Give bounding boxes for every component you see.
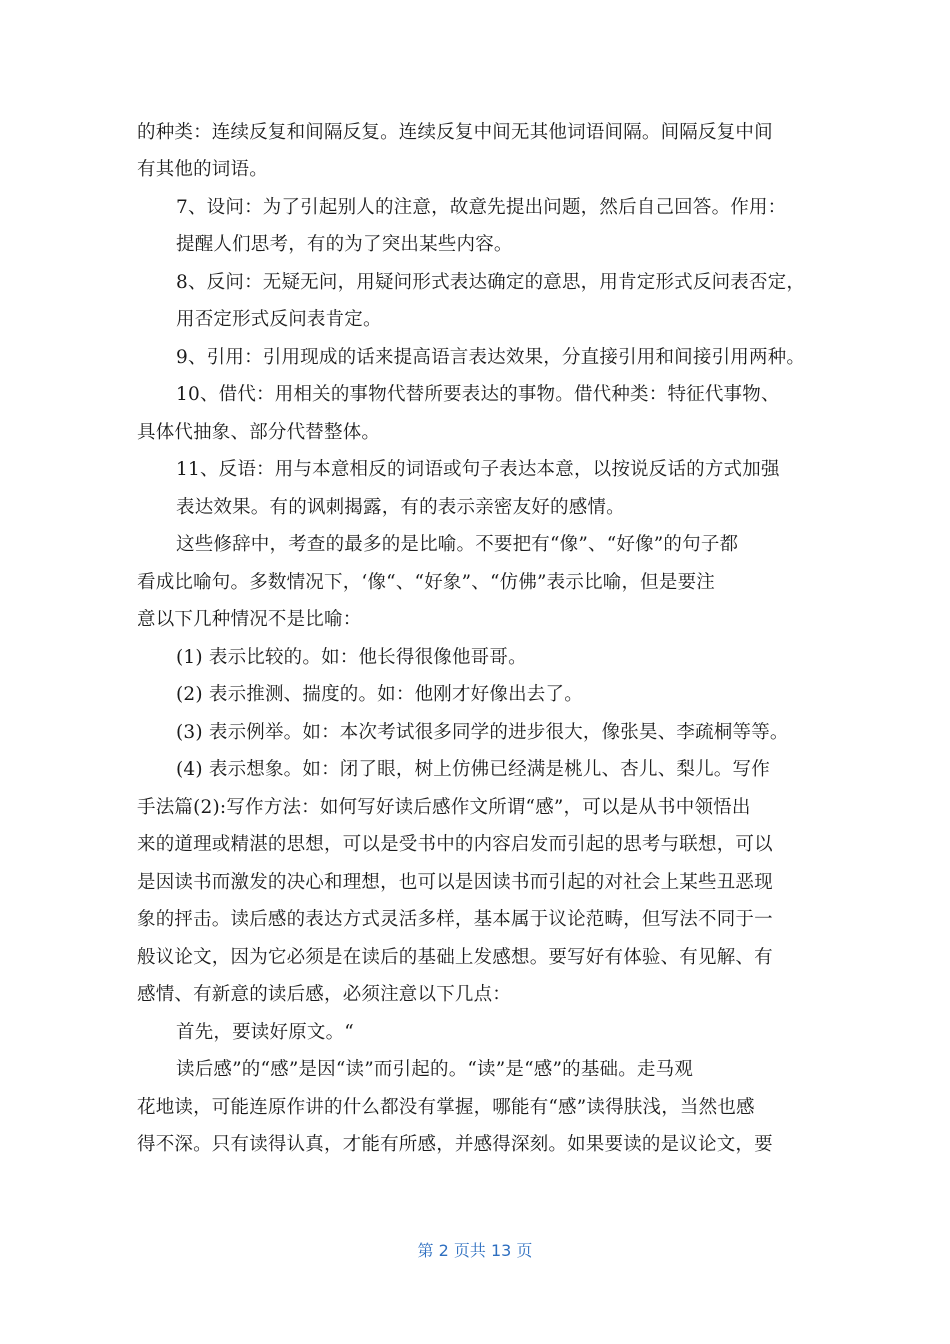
text-line: 手法篇(2):写作方法：如何写好读后感作文所谓“感”，可以是从书中领悟出 [137, 797, 751, 818]
text-line: (2) 表示推测、揣度的。如：他刚才好像出去了。 [176, 684, 583, 705]
text-line: 是因读书而激发的决心和理想，也可以是因读书而引起的对社会上某些丑恶现 [137, 872, 773, 893]
text-line: 8、反问：无疑无问，用疑问形式表达确定的意思，用肯定形式反问表否定， [176, 272, 806, 293]
page-number: 第 2 页共 13 页 [417, 1241, 533, 1260]
text-line: 读后感”的“感”是因“读”而引起的。“读”是“感”的基础。走马观 [176, 1059, 694, 1080]
text-line: 9、引用：引用现成的话来提高语言表达效果，分直接引用和间接引用两种。 [176, 347, 806, 368]
text-line: 意以下几种情况不是比喻： [137, 609, 362, 630]
text-line: 用否定形式反问表肯定。 [176, 309, 382, 330]
text-line: 具体代抽象、部分代替整体。 [137, 422, 381, 443]
text-line: 11、反语：用与本意相反的词语或句子表达本意，以按说反话的方式加强 [176, 459, 780, 480]
text-line: 花地读，可能连原作讲的什么都没有掌握，哪能有“感”读得肤浅，当然也感 [137, 1097, 755, 1118]
text-line: 感情、有新意的读后感，必须注意以下几点： [137, 984, 512, 1005]
text-line: 首先，要读好原文。“ [176, 1022, 354, 1043]
text-line: 有其他的词语。 [137, 159, 268, 180]
text-line: 看成比喻句。多数情况下，‘像“、“好象”、“仿佛”表示比喻，但是要注 [137, 572, 715, 593]
text-line: 得不深。只有读得认真，才能有所感，并感得深刻。如果要读的是议论文，要 [137, 1134, 773, 1155]
text-line: 的种类：连续反复和间隔反复。连续反复中间无其他词语间隔。间隔反复中间 [137, 122, 773, 143]
text-line: 来的道理或精湛的思想，可以是受书中的内容启发而引起的思考与联想，可以 [137, 834, 773, 855]
text-line: 象的抨击。读后感的表达方式灵活多样，基本属于议论范畴，但写法不同于一 [137, 909, 773, 930]
text-line: 这些修辞中，考查的最多的是比喻。不要把有“像”、“好像”的句子都 [176, 534, 739, 555]
text-line: 7、设问：为了引起别人的注意，故意先提出问题，然后自己回答。作用： [176, 197, 787, 218]
text-line: (1) 表示比较的。如：他长得很像他哥哥。 [176, 647, 527, 668]
text-line: 表达效果。有的讽刺揭露，有的表示亲密友好的感情。 [176, 497, 625, 518]
text-line: 般议论文，因为它必须是在读后的基础上发感想。要写好有体验、有见解、有 [137, 947, 773, 968]
text-line: (4) 表示想象。如：闭了眼，树上仿佛已经满是桃儿、杏儿、梨儿。写作 [176, 759, 770, 780]
text-line: 提醒人们思考，有的为了突出某些内容。 [176, 234, 513, 255]
text-line: (3) 表示例举。如：本次考试很多同学的进步很大，像张昊、李疏桐等等。 [176, 722, 789, 743]
text-line: 10、借代：用相关的事物代替所要表达的事物。借代种类：特征代事物、 [176, 384, 780, 405]
